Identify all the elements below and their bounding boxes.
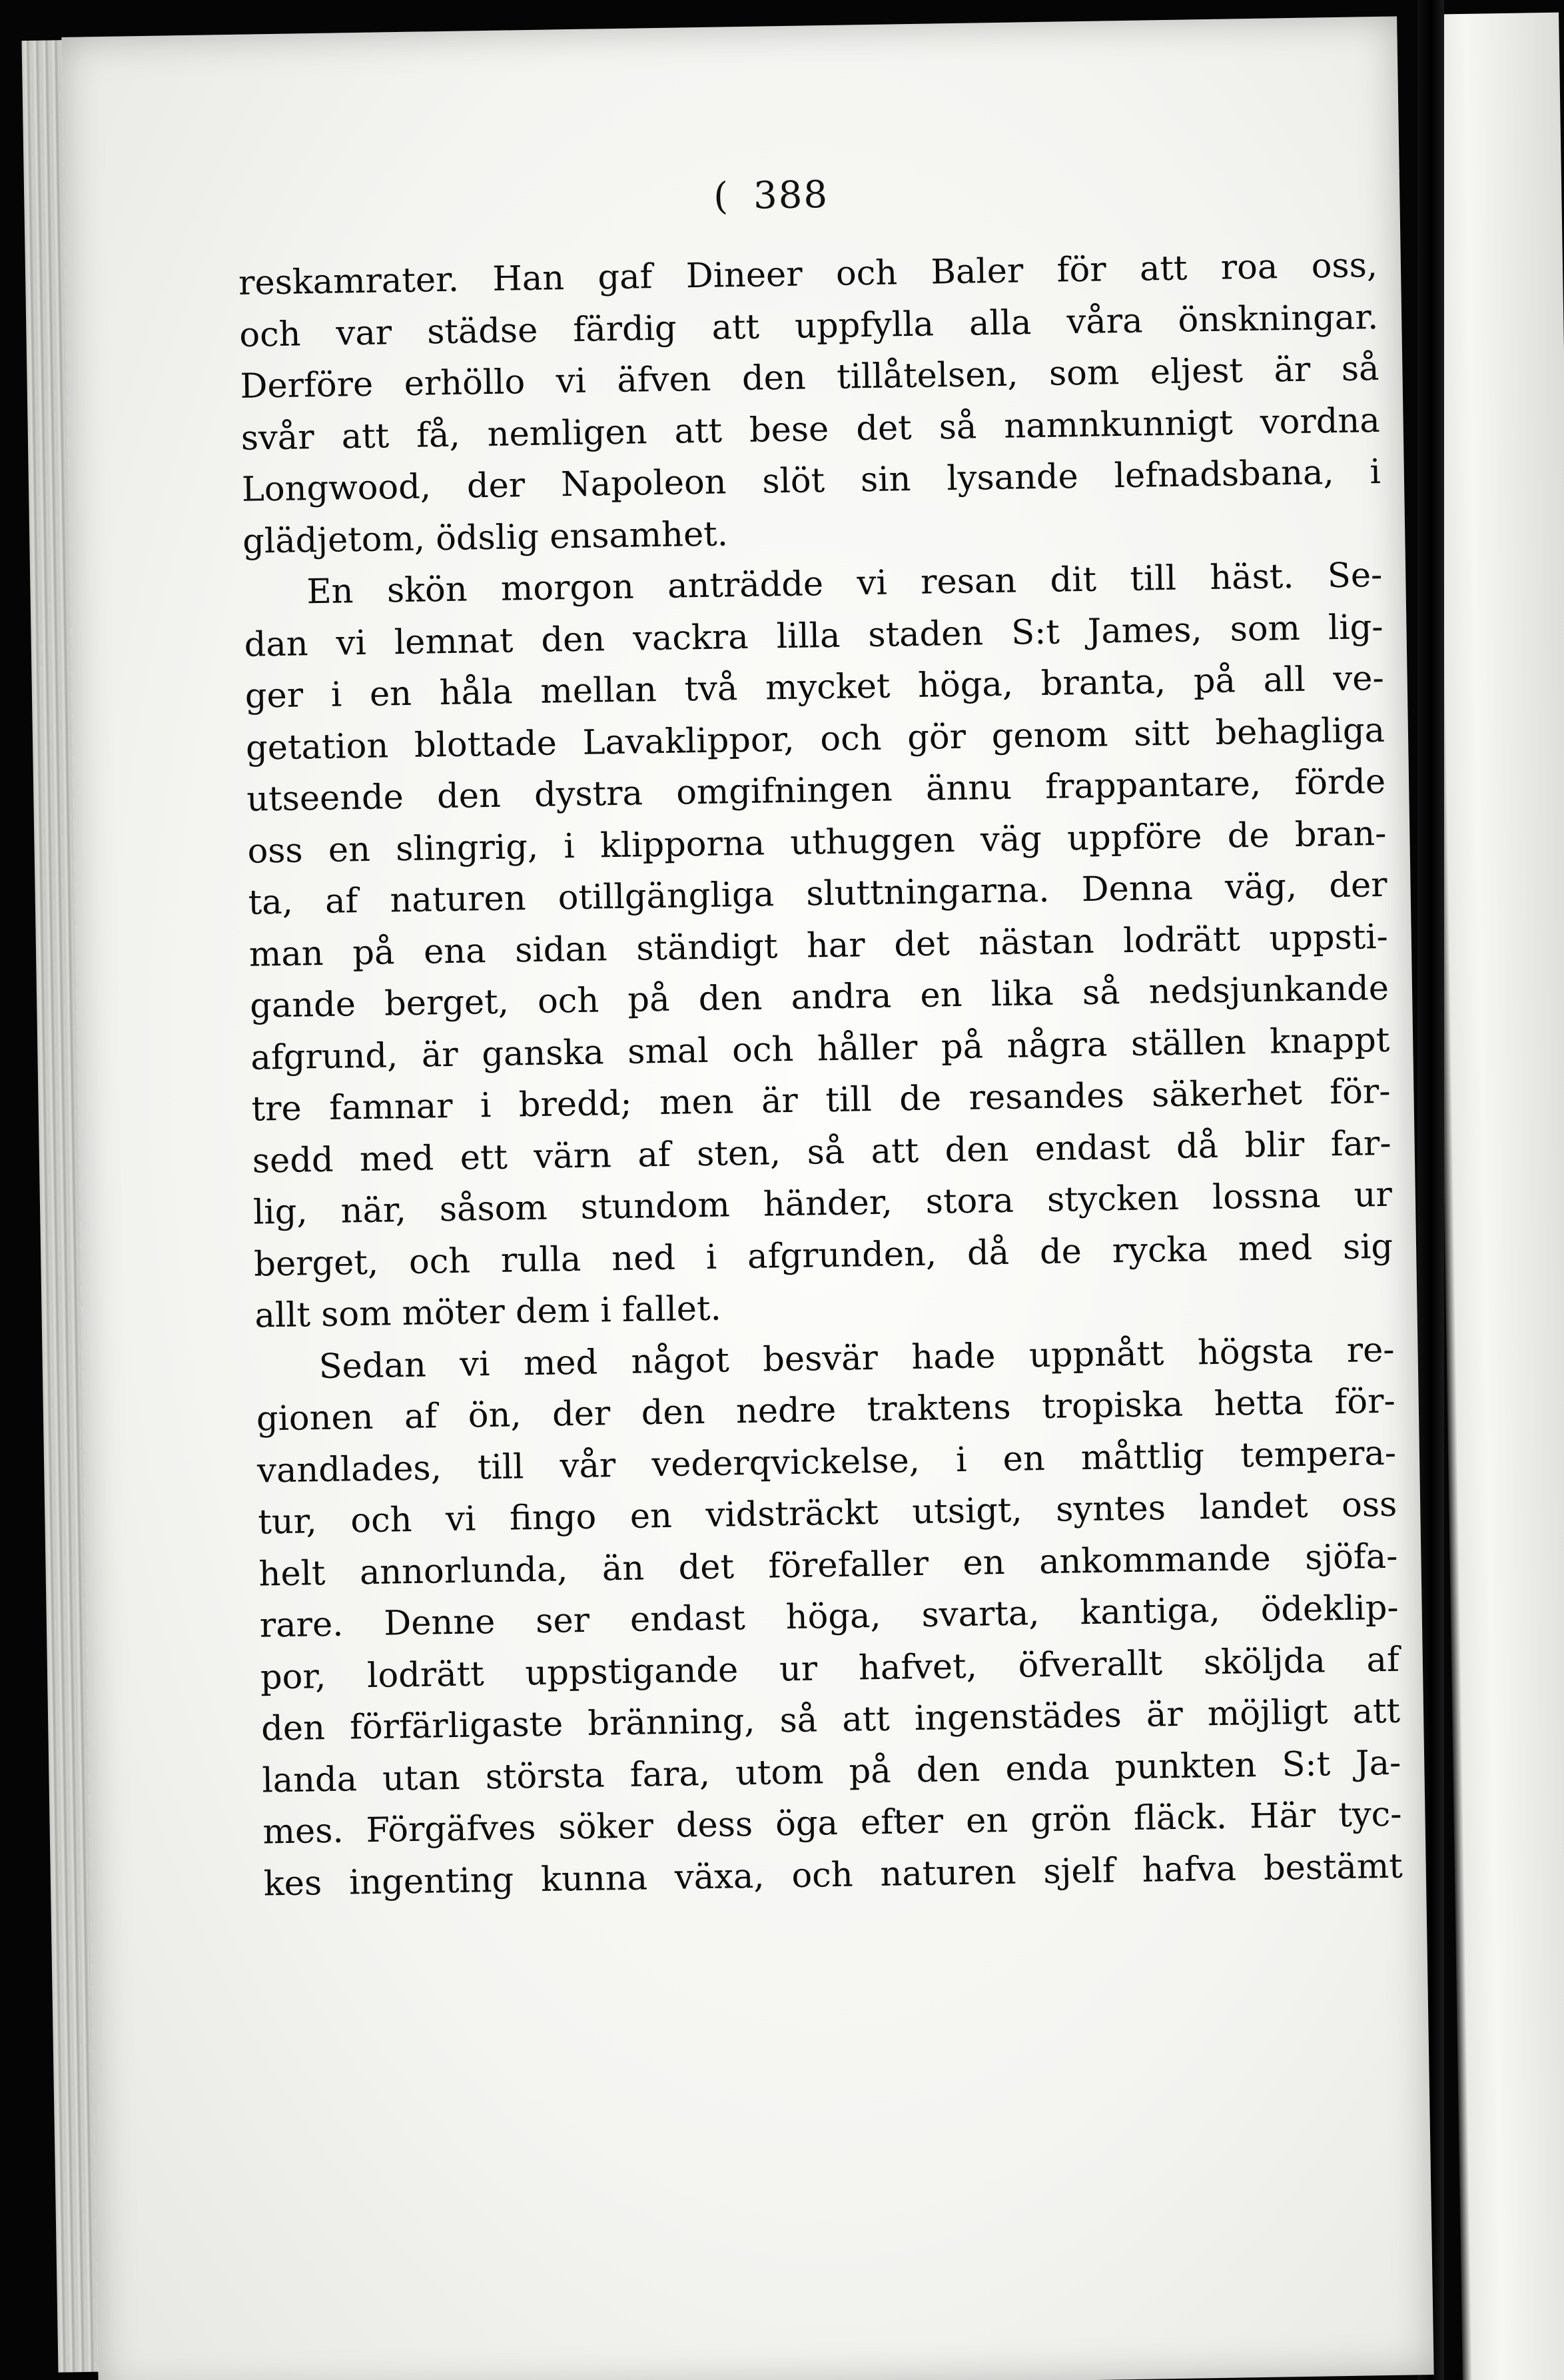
text-line: Derföre erhöllo vi äfven den tillåtelsen, som eljest är så <box>240 348 1379 406</box>
text-line: dan vi lemnat den vackra lilla staden S:t James, som lig- <box>244 607 1383 665</box>
text-line: den förfärligaste bränning, så att ingenstädes är möjligt att <box>260 1691 1401 1749</box>
text-line: tur, och vi fingo en vidsträckt utsigt, syntes landet oss <box>257 1485 1397 1542</box>
page-number: 388 <box>753 173 829 218</box>
text-line: getation blottade Lavaklippor, och gör genom sitt behagliga <box>245 710 1385 768</box>
page-header <box>713 173 829 219</box>
header-parenthesis: ( <box>713 175 730 219</box>
page-text <box>238 240 1403 1910</box>
text-line: sedd med ett värn af sten, så att den endast då blir far- <box>252 1123 1392 1181</box>
text-line: ger i en håla mellan två mycket höga, branta, på all ve- <box>244 658 1385 716</box>
text-line: Longwood, der Napoleon slöt sin lysande lefnadsbana, i <box>241 452 1381 510</box>
text-line: rare. Denne ser endast höga, svarta, kantiga, ödeklip- <box>259 1588 1399 1646</box>
text-line: afgrund, är ganska smal och håller på några ställen knappt <box>250 1020 1390 1078</box>
text-line: oss en slingrig, i klipporna uthuggen väg uppföre de bran- <box>247 814 1387 872</box>
text-line: man på ena sidan ständigt har det nästan lodrätt uppsti- <box>248 917 1389 975</box>
adjacent-page <box>1425 13 1564 2380</box>
book-page <box>61 16 1433 2380</box>
text-line: por, lodrätt uppstigande ur hafvet, öfverallt sköljda af <box>260 1640 1400 1698</box>
paragraph-start-line: Sedan vi med något besvär hade uppnått högsta re- <box>318 1330 1395 1387</box>
text-line: allt som möter dem i fallet. <box>254 1289 722 1336</box>
text-line: ta, af naturen otillgängliga sluttningarna. Denna väg, der <box>248 865 1388 923</box>
text-line: utseende den dystra omgifningen ännu frappantare, förde <box>246 762 1386 820</box>
text-line: mes. Förgäfves söker dess öga efter en grön fläck. Här tyc- <box>262 1794 1402 1852</box>
text-line: svår att få, nemligen att bese det så namnkunnigt vordna <box>240 400 1381 458</box>
text-line: glädjetom, ödslig ensamhet. <box>242 514 729 562</box>
text-line: vandlades, till vår vederqvickelse, i en måttlig tempera- <box>256 1433 1397 1491</box>
text-line: landa utan största fara, utom på den enda punkten S:t Ja- <box>261 1743 1401 1801</box>
text-line: gande berget, och på den andra en lika så nedsjunkande <box>249 968 1389 1026</box>
text-line: berget, och rulla ned i afgrunden, då de rycka med sig <box>253 1227 1393 1285</box>
text-line: helt annorlunda, än det förefaller en ankommande sjöfa- <box>258 1536 1398 1594</box>
text-line: reskamrater. Han gaf Dineer och Baler för att roa oss, <box>238 245 1378 303</box>
paragraph-start-line: En skön morgon anträdde vi resan dit till häst. Se- <box>306 555 1383 612</box>
text-line: lig, när, såsom stundom händer, stora stycken lossna ur <box>252 1175 1393 1233</box>
text-line: och var städse färdig att uppfylla alla våra önskningar. <box>238 297 1379 355</box>
text-line: gionen af ön, der den nedre traktens tropiska hetta för- <box>256 1381 1396 1439</box>
text-line: tre famnar i bredd; men är till de resandes säkerhet för- <box>251 1071 1391 1129</box>
text-line: kes ingenting kunna växa, och naturen sjelf hafva bestämt <box>263 1846 1403 1904</box>
